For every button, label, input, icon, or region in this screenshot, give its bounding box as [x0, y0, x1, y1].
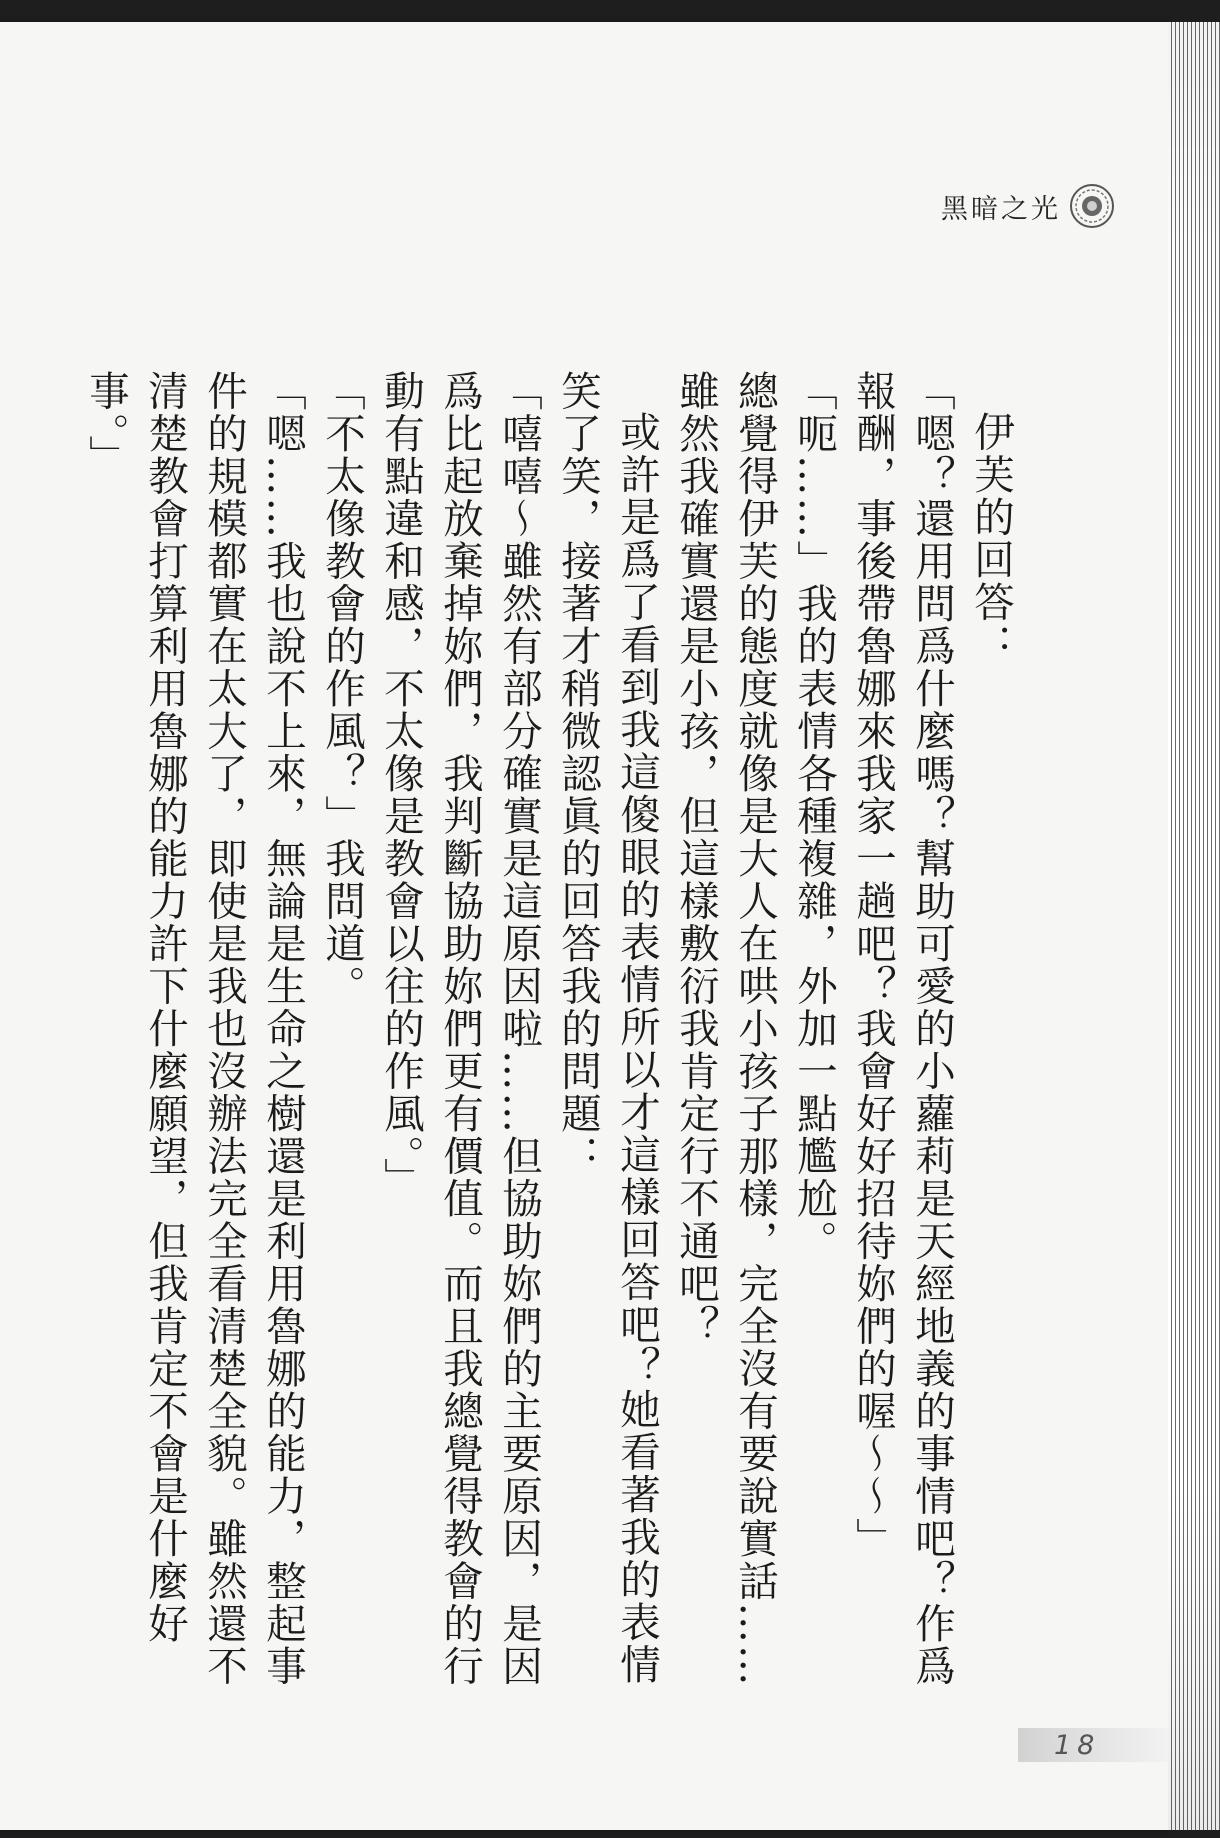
page-number: 18 — [1054, 1729, 1101, 1761]
paragraph: 「呃……」我的表情各種複雜，外加一點尷尬。 — [790, 370, 838, 1263]
running-header — [941, 183, 1115, 229]
body-text — [82, 370, 1020, 1710]
paragraph: 「嘻嘻～雖然有部分確實是這原因啦……但協助妳們的主要原因，是因爲比起放棄掉妳們，我判斷協助妳們更有價值。而且我總覺得教會的行動有點違和感，不太像是教會以往的作風。」 — [377, 370, 543, 1688]
paragraph: 「嗯？還用問爲什麼嗎？幫助可愛的小蘿莉是天經地義的事情吧？作爲報酬，事後帶魯娜來我家一趟吧？我會好好招待妳們的喔～～」 — [849, 370, 956, 1688]
page-number-bar — [1018, 1728, 1168, 1762]
page-edges — [1168, 22, 1220, 1830]
paragraph: 伊芙的回答： — [967, 410, 1015, 666]
ornament-icon — [1069, 183, 1115, 229]
chapter-title: 黑暗之光 — [941, 193, 1061, 225]
paragraph: 「不太像教會的作風？」我問道。 — [318, 370, 366, 1008]
paragraph: 總覺得伊芙的態度就像是大人在哄小孩子那樣，完全沒有要說實話……雖然我確實還是小孩，但這樣敷衍我肯定行不通吧？ — [672, 370, 779, 1688]
paragraph: 或許是爲了看到我這傻眼的表情所以才這樣回答吧？她看著我的表情笑了笑，接著才稍微認眞的回答我的問題： — [554, 370, 661, 1686]
paragraph: 「嗯……我也說不上來，無論是生命之樹還是利用魯娜的能力，整起事件的規模都實在太大了，即使是我也沒辦法完全看清楚全貌。雖然還不清楚教會打算利用魯娜的能力許下什麼願望，但我肯定不會是什麼好事。」 — [82, 370, 307, 1688]
